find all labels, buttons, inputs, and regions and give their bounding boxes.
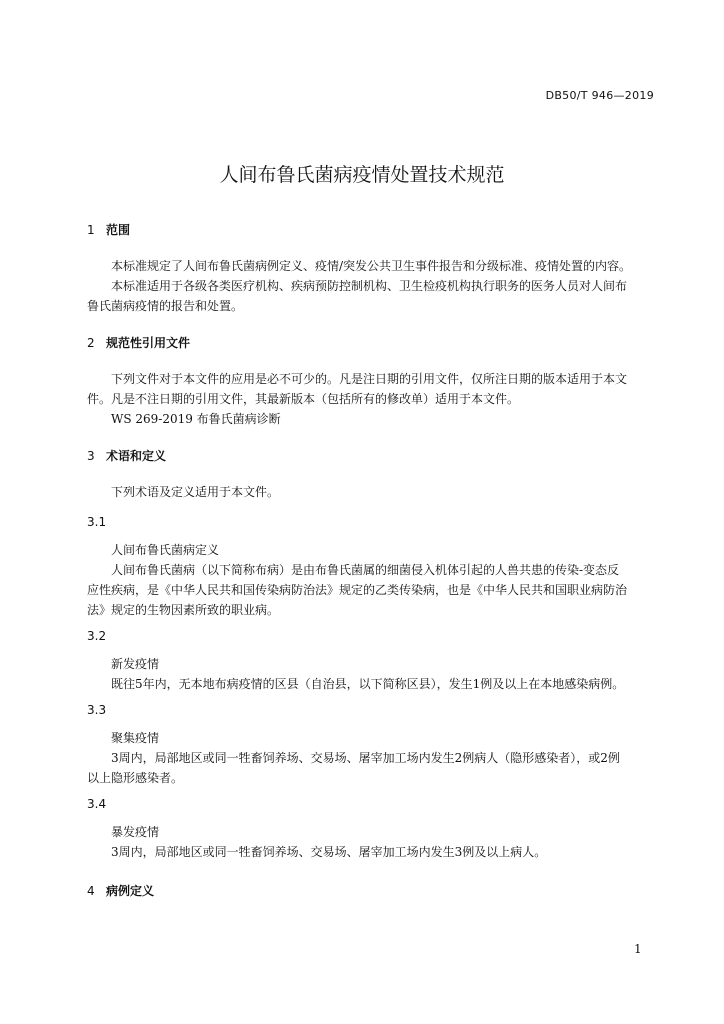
term-name: 人间布鲁氏菌病定义 xyxy=(111,543,220,557)
page-number: 1 xyxy=(634,942,642,956)
text-line: 件。凡是不注日期的引用文件，其最新版本（包括所有的修改单）适用于本文件。 xyxy=(87,392,520,406)
text-line: 本标准适用于各级各类医疗机构、疾病预防控制机构、卫生检疫机构执行职务的医务人员对人间布 xyxy=(111,279,628,293)
text-line: 既往5年内，无本地布病疫情的区县（自治县，以下简称区县），发生1例及以上在本地感染病例。 xyxy=(111,677,625,691)
term-name: 新发疫情 xyxy=(111,657,160,671)
text-line: 应性疾病，是《中华人民共和国传染病防治法》规定的乙类传染病，也是《中华人民共和国职业病防治 xyxy=(87,583,628,597)
standard-code: DB50/T 946—2019 xyxy=(545,89,654,102)
scope-paragraph xyxy=(87,256,657,316)
document-title: 人间布鲁氏菌病疫情处置技术规范 xyxy=(219,164,505,186)
section-title: 规范性引用文件 xyxy=(106,336,191,350)
section-title: 范围 xyxy=(106,223,131,237)
text-line: 本标准规定了人间布鲁氏菌病例定义、疫情/突发公共卫生事件报告和分级标准、疫情处置的内容。 xyxy=(111,259,632,273)
text-line: 鲁氏菌病疫情的报告和处置。 xyxy=(87,299,244,313)
term-definition xyxy=(87,728,657,788)
text-line: 下列文件对于本文件的应用是必不可少的。凡是注日期的引用文件，仅所注日期的版本适用于本文 xyxy=(111,372,628,386)
term-definition xyxy=(87,540,657,620)
text-line: 3周内，局部地区或同一牲畜饲养场、交易场、屠宰加工场内发生2例病人（隐形感染者），或2例 xyxy=(111,751,620,765)
term-name: 暴发疫情 xyxy=(111,825,160,839)
section-heading-terms xyxy=(87,447,166,464)
references-paragraph xyxy=(87,369,657,429)
reference-entry: WS 269-2019 布鲁氏菌病诊断 xyxy=(111,412,281,426)
section-number: 4 xyxy=(87,884,95,898)
text-line: 以上隐形感染者。 xyxy=(87,771,184,785)
section-title: 病例定义 xyxy=(106,884,155,898)
section-heading-scope xyxy=(87,221,130,238)
term-definition xyxy=(87,654,657,694)
term-number: 3.2 xyxy=(87,629,107,643)
term-name: 聚集疫情 xyxy=(111,731,160,745)
term-definition xyxy=(87,822,657,862)
section-title: 术语和定义 xyxy=(106,449,167,463)
text-line: 下列术语及定义适用于本文件。 xyxy=(111,485,280,499)
section-heading-case-definition xyxy=(87,882,154,899)
text-line: 法》规定的生物因素所致的职业病。 xyxy=(87,603,280,617)
section-heading-normative-references xyxy=(87,334,190,351)
section-number: 1 xyxy=(87,223,95,237)
section-number: 3 xyxy=(87,449,95,463)
text-line: 人间布鲁氏菌病（以下简称布病）是由布鲁氏菌属的细菌侵入机体引起的人兽共患的传染-变态反 xyxy=(111,563,620,577)
term-number: 3.1 xyxy=(87,515,107,529)
terms-intro xyxy=(87,482,657,502)
text-line: 3周内，局部地区或同一牲畜饲养场、交易场、屠宰加工场内发生3例及以上病人。 xyxy=(111,845,547,859)
section-number: 2 xyxy=(87,336,95,350)
term-number: 3.4 xyxy=(87,797,107,811)
term-number: 3.3 xyxy=(87,703,107,717)
